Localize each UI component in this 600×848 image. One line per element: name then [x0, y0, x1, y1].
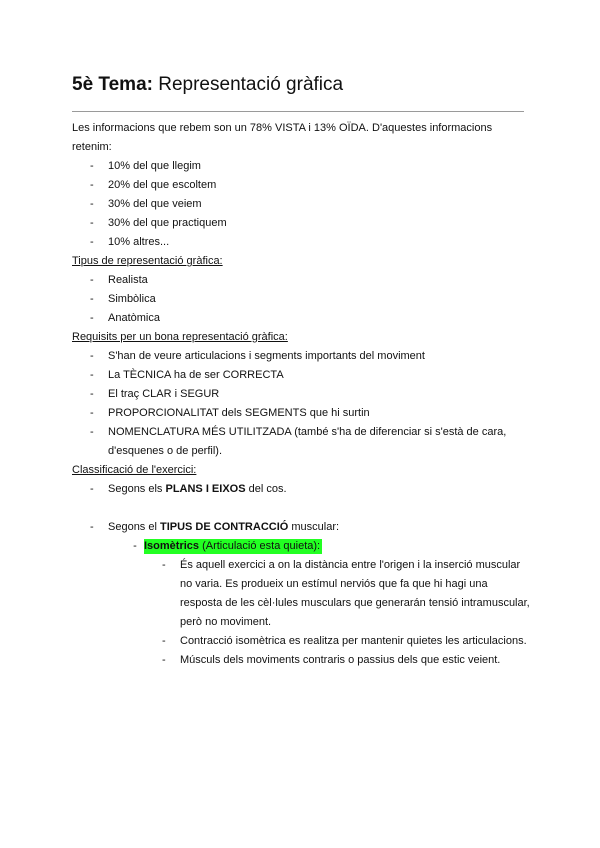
list-item: - Anatòmica	[72, 309, 532, 328]
list-item: - Realista	[72, 271, 532, 290]
contraction-types-list	[72, 537, 532, 556]
list-item: - 30% del que practiquem	[72, 214, 532, 233]
list-item	[72, 518, 532, 537]
list-item: - 20% del que escoltem	[72, 176, 532, 195]
highlighted-text	[133, 539, 322, 554]
section-heading-requirements: Requisits per un bona representació gràfica:	[72, 331, 288, 343]
list-item: - 10% del que llegim	[72, 157, 532, 176]
list-item: - La TÈCNICA ha de ser CORRECTA	[72, 366, 532, 385]
title-bold: 5è Tema:	[72, 74, 153, 95]
retention-list	[72, 157, 532, 252]
list-item: - PROPORCIONALITAT dels SEGMENTS que hi surtin	[72, 404, 532, 423]
item-text: Segons el	[108, 521, 160, 533]
list-item-isometric	[72, 537, 532, 556]
item-bold: Isomètrics	[144, 540, 200, 552]
item-text: Segons els	[108, 483, 166, 495]
bullet-dash: -	[133, 540, 137, 552]
list-item: - 10% altres...	[72, 233, 532, 252]
list-item: - Contracció isomètrica es realitza per mantenir quietes les articulacions.	[72, 632, 532, 651]
classification-list	[72, 480, 532, 499]
title-divider	[72, 111, 524, 112]
types-list	[72, 271, 532, 328]
list-item: - Músculs dels moviments contraris o passius dels que estic veient.	[72, 651, 532, 670]
list-item: - S'han de veure articulacions i segments importants del moviment	[72, 347, 532, 366]
list-item: - El traç CLAR i SEGUR	[72, 385, 532, 404]
document-body	[72, 119, 532, 670]
item-bold: TIPUS DE CONTRACCIÓ	[159, 521, 289, 533]
item-bold: PLANS I EIXOS	[165, 483, 246, 495]
intro-paragraph: Les informacions que rebem son un 78% VISTA i 13% OÏDA. D'aquestes informacions retenim:	[72, 122, 493, 153]
list-item: - NOMENCLATURA MÉS UTILITZADA (també s'ha de diferenciar si s'està de cara, d'esquenes o de perfil).	[72, 423, 532, 461]
list-item	[72, 480, 532, 499]
isometric-details-list	[72, 556, 532, 670]
list-item: - 30% del que veiem	[72, 195, 532, 214]
list-item: - És aquell exercici a on la distància entre l'origen i la inserció muscular no varia. Es produeix un estímul nerviós que fa que hi hagi una resposta de les cèl·lules musculars que generarán tensió intramuscular, però no moviment.	[72, 556, 532, 632]
classification-list-2	[72, 518, 532, 537]
spacer	[72, 499, 532, 518]
item-text: del cos.	[245, 483, 287, 495]
page-title	[72, 74, 343, 96]
section-heading-types: Tipus de representació gràfica:	[72, 255, 223, 267]
list-item: - Simbòlica	[72, 290, 532, 309]
item-text: muscular:	[288, 521, 340, 533]
item-text: (Articulació esta quieta):	[199, 540, 321, 552]
title-rest: Representació gràfica	[158, 74, 344, 95]
section-heading-classification: Classificació de l'exercici:	[72, 464, 197, 476]
requirements-list	[72, 347, 532, 461]
